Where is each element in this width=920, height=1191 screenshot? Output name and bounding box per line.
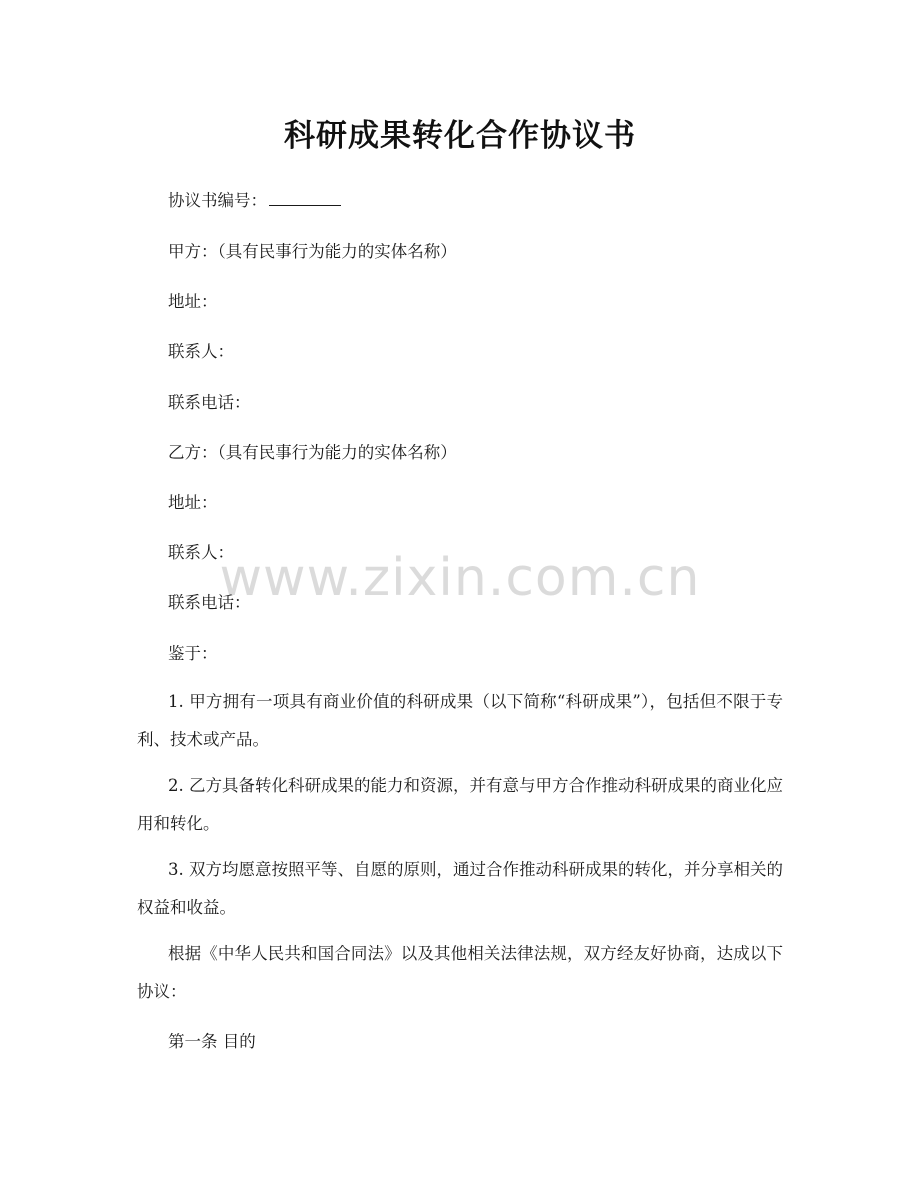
party-a-line: 甲方：（具有民事行为能力的实体名称） xyxy=(168,242,457,261)
agreement-number-label: 协议书编号： xyxy=(168,191,267,210)
party-a-contact: 联系人： xyxy=(168,342,234,361)
legal-basis-paragraph: 根据《中华人民共和国合同法》以及其他相关法律法规，双方经友好协商，达成以下协议： xyxy=(137,944,783,1001)
party-b-phone: 联系电话： xyxy=(168,593,251,612)
document-title: 科研成果转化合作协议书 xyxy=(284,118,636,154)
clause-3: 3. 双方均愿意按照平等、自愿的原则，通过合作推动科研成果的转化，并分享相关的权益和收益。 xyxy=(137,860,783,917)
party-a-phone: 联系电话： xyxy=(168,393,251,412)
agreement-number-blank xyxy=(269,189,341,206)
watermark-text: www.zixin.com.cn xyxy=(219,548,701,608)
clause-1: 1. 甲方拥有一项具有商业价值的科研成果（以下简称“科研成果”），包括但不限于专利、技术或产品。 xyxy=(137,692,783,749)
party-b-contact: 联系人： xyxy=(168,543,234,562)
clause-2: 2. 乙方具备转化科研成果的能力和资源，并有意与甲方合作推动科研成果的商业化应用和转化。 xyxy=(137,776,783,833)
party-a-address: 地址： xyxy=(168,292,218,311)
party-b-line: 乙方：（具有民事行为能力的实体名称） xyxy=(168,443,457,462)
article-1-heading: 第一条 目的 xyxy=(168,1032,256,1051)
whereas-heading: 鉴于： xyxy=(168,644,218,663)
agreement-number-line xyxy=(168,189,341,213)
party-b-address: 地址： xyxy=(168,493,218,512)
